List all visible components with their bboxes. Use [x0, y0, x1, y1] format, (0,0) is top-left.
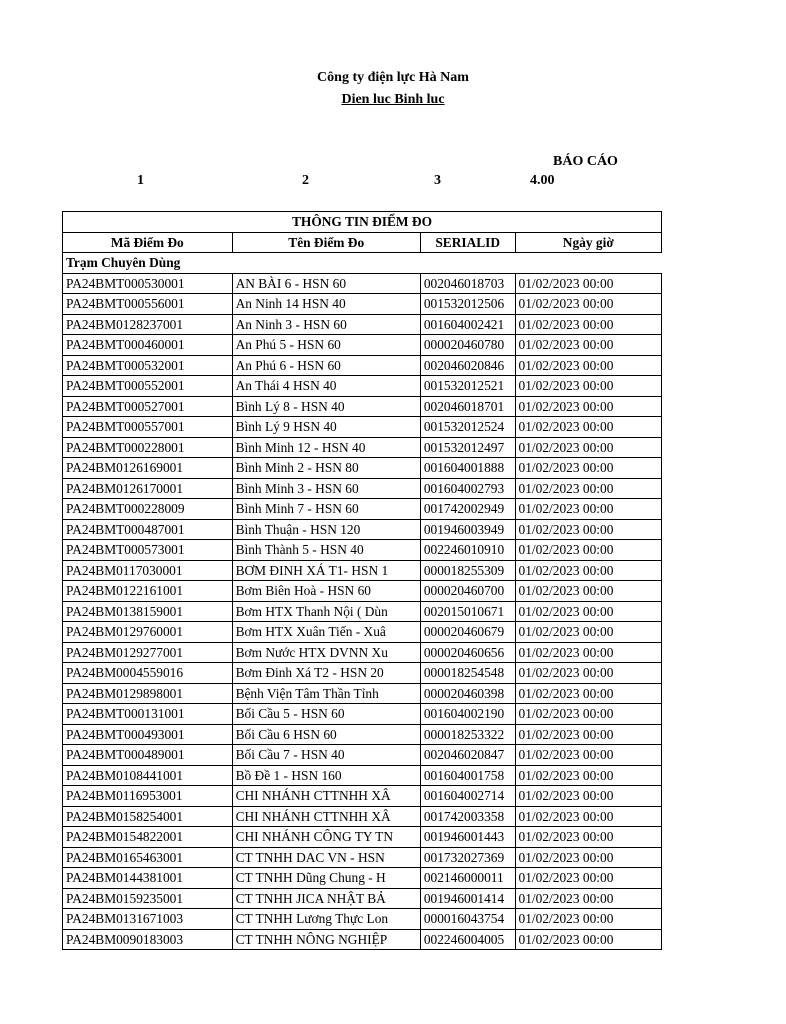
- table-row: [63, 888, 662, 909]
- cell-serialid: 001604001758: [420, 765, 515, 786]
- cell-ten-diem-do: An Ninh 14 HSN 40: [232, 294, 420, 315]
- cell-ngay-gio: 01/02/2023 00:00: [515, 294, 661, 315]
- cell-serialid: 001604002793: [420, 478, 515, 499]
- cell-ngay-gio: 01/02/2023 00:00: [515, 909, 661, 930]
- cell-ma-diem-do: PA24BMT000530001: [63, 273, 233, 294]
- cell-serialid: 002046018703: [420, 273, 515, 294]
- table-row: [63, 765, 662, 786]
- cell-serialid: 001604002421: [420, 314, 515, 335]
- table-row: [63, 704, 662, 725]
- cell-ma-diem-do: PA24BM0116953001: [63, 786, 233, 807]
- cell-serialid: 001604002714: [420, 786, 515, 807]
- cell-ten-diem-do: Bơm HTX Thanh Nội ( Dùn: [232, 601, 420, 622]
- cell-ten-diem-do: Bình Thành 5 - HSN 40: [232, 540, 420, 561]
- cell-ten-diem-do: CT TNHH JICA NHẬT BẢ: [232, 888, 420, 909]
- cell-serialid: 002046020847: [420, 745, 515, 766]
- cell-ngay-gio: 01/02/2023 00:00: [515, 478, 661, 499]
- cell-ten-diem-do: CT TNHH DAC VN - HSN: [232, 847, 420, 868]
- cell-ngay-gio: 01/02/2023 00:00: [515, 888, 661, 909]
- cell-ngay-gio: 01/02/2023 00:00: [515, 786, 661, 807]
- cell-ma-diem-do: PA24BM0129760001: [63, 622, 233, 643]
- cell-serialid: 002146000011: [420, 868, 515, 889]
- report-title: BÁO CÁO: [553, 154, 618, 169]
- cell-serialid: 000018254548: [420, 663, 515, 684]
- cell-serialid: 001532012521: [420, 376, 515, 397]
- cell-ma-diem-do: PA24BM0126169001: [63, 458, 233, 479]
- cell-ngay-gio: 01/02/2023 00:00: [515, 704, 661, 725]
- table-row: [63, 437, 662, 458]
- cell-ten-diem-do: CT TNHH Lương Thực Lon: [232, 909, 420, 930]
- cell-serialid: 001732027369: [420, 847, 515, 868]
- cell-ma-diem-do: PA24BM0154822001: [63, 827, 233, 848]
- cell-ten-diem-do: Bồ Đề 1 - HSN 160: [232, 765, 420, 786]
- cell-serialid: 001946003949: [420, 519, 515, 540]
- cell-serialid: 000018253322: [420, 724, 515, 745]
- cell-ten-diem-do: Bình Minh 3 - HSN 60: [232, 478, 420, 499]
- cell-serialid: 001604002190: [420, 704, 515, 725]
- cell-ten-diem-do: CHI NHÁNH CTTNHH XÂ: [232, 786, 420, 807]
- cell-serialid: 002046018701: [420, 396, 515, 417]
- cell-ma-diem-do: PA24BM0128237001: [63, 314, 233, 335]
- cell-serialid: 000018255309: [420, 560, 515, 581]
- cell-ma-diem-do: PA24BMT000573001: [63, 540, 233, 561]
- cell-ngay-gio: 01/02/2023 00:00: [515, 724, 661, 745]
- cell-ngay-gio: 01/02/2023 00:00: [515, 499, 661, 520]
- table-row: [63, 499, 662, 520]
- cell-ma-diem-do: PA24BM0122161001: [63, 581, 233, 602]
- cell-serialid: 001532012506: [420, 294, 515, 315]
- column-number-2: 2: [302, 173, 309, 188]
- cell-ma-diem-do: PA24BMT000228001: [63, 437, 233, 458]
- cell-serialid: 001742002949: [420, 499, 515, 520]
- table-row: [63, 417, 662, 438]
- table-row: [63, 396, 662, 417]
- cell-ten-diem-do: Bình Minh 7 - HSN 60: [232, 499, 420, 520]
- cell-ten-diem-do: An Phú 5 - HSN 60: [232, 335, 420, 356]
- cell-ma-diem-do: PA24BMT000487001: [63, 519, 233, 540]
- cell-ngay-gio: 01/02/2023 00:00: [515, 355, 661, 376]
- table-row: [63, 314, 662, 335]
- cell-serialid: 001604001888: [420, 458, 515, 479]
- cell-ma-diem-do: PA24BM0158254001: [63, 806, 233, 827]
- cell-ten-diem-do: Bối Cầu 5 - HSN 60: [232, 704, 420, 725]
- table-row: [63, 724, 662, 745]
- cell-ngay-gio: 01/02/2023 00:00: [515, 929, 661, 950]
- cell-ngay-gio: 01/02/2023 00:00: [515, 273, 661, 294]
- cell-ten-diem-do: Bơm Nước HTX DVNN Xu: [232, 642, 420, 663]
- table-row: [63, 581, 662, 602]
- cell-ma-diem-do: PA24BMT000532001: [63, 355, 233, 376]
- cell-ngay-gio: 01/02/2023 00:00: [515, 765, 661, 786]
- cell-serialid: 000016043754: [420, 909, 515, 930]
- measurement-table: [62, 211, 662, 950]
- cell-ten-diem-do: Bình Lý 8 - HSN 40: [232, 396, 420, 417]
- table-row: [63, 929, 662, 950]
- cell-ngay-gio: 01/02/2023 00:00: [515, 827, 661, 848]
- table-row: [63, 745, 662, 766]
- cell-ma-diem-do: PA24BMT000131001: [63, 704, 233, 725]
- branch-name: Dien luc Binh luc: [341, 92, 445, 107]
- cell-ngay-gio: 01/02/2023 00:00: [515, 519, 661, 540]
- cell-ngay-gio: 01/02/2023 00:00: [515, 540, 661, 561]
- cell-ten-diem-do: Bình Minh 2 - HSN 80: [232, 458, 420, 479]
- cell-ten-diem-do: Bình Minh 12 - HSN 40: [232, 437, 420, 458]
- cell-ma-diem-do: PA24BM0129898001: [63, 683, 233, 704]
- section-label: Trạm Chuyên Dùng: [63, 253, 662, 274]
- cell-ten-diem-do: Bơm Biên Hoà - HSN 60: [232, 581, 420, 602]
- cell-ngay-gio: 01/02/2023 00:00: [515, 847, 661, 868]
- table-row: [63, 376, 662, 397]
- cell-ma-diem-do: PA24BM0144381001: [63, 868, 233, 889]
- table-row: [63, 294, 662, 315]
- cell-ten-diem-do: Bơm HTX Xuân Tiến - Xuâ: [232, 622, 420, 643]
- cell-ten-diem-do: CT TNHH Dũng Chung - H: [232, 868, 420, 889]
- column-header-ngay-gio: Ngày giờ: [515, 232, 661, 253]
- column-header-ma-diem-do: Mã Điểm Đo: [63, 232, 233, 253]
- cell-ma-diem-do: PA24BMT000557001: [63, 417, 233, 438]
- cell-ten-diem-do: Bối Cầu 7 - HSN 40: [232, 745, 420, 766]
- cell-ten-diem-do: Bệnh Viện Tâm Thần Tỉnh: [232, 683, 420, 704]
- cell-ma-diem-do: PA24BMT000552001: [63, 376, 233, 397]
- cell-ma-diem-do: PA24BM0117030001: [63, 560, 233, 581]
- cell-ma-diem-do: PA24BMT000228009: [63, 499, 233, 520]
- cell-ngay-gio: 01/02/2023 00:00: [515, 376, 661, 397]
- table-row: [63, 806, 662, 827]
- cell-ten-diem-do: AN BÀI 6 - HSN 60: [232, 273, 420, 294]
- cell-serialid: 002246010910: [420, 540, 515, 561]
- cell-ma-diem-do: PA24BM0108441001: [63, 765, 233, 786]
- table-row: [63, 642, 662, 663]
- cell-serialid: 000020460656: [420, 642, 515, 663]
- company-name: Công ty điện lực Hà Nam: [317, 70, 469, 85]
- column-number-1: 1: [137, 173, 144, 188]
- cell-ngay-gio: 01/02/2023 00:00: [515, 314, 661, 335]
- cell-ngay-gio: 01/02/2023 00:00: [515, 683, 661, 704]
- cell-ngay-gio: 01/02/2023 00:00: [515, 663, 661, 684]
- cell-ngay-gio: 01/02/2023 00:00: [515, 868, 661, 889]
- table-row: [63, 622, 662, 643]
- cell-serialid: 002246004005: [420, 929, 515, 950]
- table-row: [63, 478, 662, 499]
- column-number-3: 3: [434, 173, 441, 188]
- table-row: [63, 273, 662, 294]
- cell-ten-diem-do: CT TNHH NÔNG NGHIỆP: [232, 929, 420, 950]
- cell-ngay-gio: 01/02/2023 00:00: [515, 642, 661, 663]
- cell-ma-diem-do: PA24BM0165463001: [63, 847, 233, 868]
- cell-ngay-gio: 01/02/2023 00:00: [515, 806, 661, 827]
- cell-ma-diem-do: PA24BMT000556001: [63, 294, 233, 315]
- cell-serialid: 001532012497: [420, 437, 515, 458]
- cell-ma-diem-do: PA24BM0138159001: [63, 601, 233, 622]
- cell-ma-diem-do: PA24BMT000493001: [63, 724, 233, 745]
- cell-ma-diem-do: PA24BMT000489001: [63, 745, 233, 766]
- cell-ten-diem-do: Bơm Đinh Xá T2 - HSN 20: [232, 663, 420, 684]
- cell-serialid: 000020460679: [420, 622, 515, 643]
- cell-ngay-gio: 01/02/2023 00:00: [515, 396, 661, 417]
- table-row: [63, 683, 662, 704]
- table-row: [63, 601, 662, 622]
- cell-ma-diem-do: PA24BMT000460001: [63, 335, 233, 356]
- cell-ngay-gio: 01/02/2023 00:00: [515, 437, 661, 458]
- cell-ten-diem-do: CHI NHÁNH CTTNHH XÂ: [232, 806, 420, 827]
- table-row: [63, 540, 662, 561]
- table-row: [63, 663, 662, 684]
- column-header-ten-diem-do: Tên Điểm Đo: [232, 232, 420, 253]
- cell-serialid: 000020460780: [420, 335, 515, 356]
- cell-ma-diem-do: PA24BMT000527001: [63, 396, 233, 417]
- cell-ma-diem-do: PA24BM0129277001: [63, 642, 233, 663]
- cell-serialid: 001946001443: [420, 827, 515, 848]
- measurement-table-container: [62, 211, 614, 947]
- table-row: [63, 560, 662, 581]
- cell-ten-diem-do: Bối Cầu 6 HSN 60: [232, 724, 420, 745]
- cell-ngay-gio: 01/02/2023 00:00: [515, 335, 661, 356]
- cell-ten-diem-do: Bình Lý 9 HSN 40: [232, 417, 420, 438]
- table-row: [63, 827, 662, 848]
- cell-ten-diem-do: CHI NHÁNH CÔNG TY TN: [232, 827, 420, 848]
- cell-serialid: 000020460700: [420, 581, 515, 602]
- cell-ngay-gio: 01/02/2023 00:00: [515, 745, 661, 766]
- cell-serialid: 002015010671: [420, 601, 515, 622]
- cell-ten-diem-do: An Phú 6 - HSN 60: [232, 355, 420, 376]
- column-header-serialid: SERIALID: [420, 232, 515, 253]
- table-row: [63, 786, 662, 807]
- cell-ten-diem-do: An Ninh 3 - HSN 60: [232, 314, 420, 335]
- cell-serialid: 001742003358: [420, 806, 515, 827]
- cell-ngay-gio: 01/02/2023 00:00: [515, 417, 661, 438]
- cell-ten-diem-do: Bình Thuận - HSN 120: [232, 519, 420, 540]
- table-row: [63, 519, 662, 540]
- cell-ngay-gio: 01/02/2023 00:00: [515, 581, 661, 602]
- table-row: [63, 458, 662, 479]
- cell-serialid: 001946001414: [420, 888, 515, 909]
- cell-ma-diem-do: PA24BM0131671003: [63, 909, 233, 930]
- column-number-4: 4.00: [530, 173, 555, 188]
- cell-ngay-gio: 01/02/2023 00:00: [515, 601, 661, 622]
- table-row: [63, 335, 662, 356]
- cell-serialid: 002046020846: [420, 355, 515, 376]
- table-row: [63, 355, 662, 376]
- cell-ma-diem-do: PA24BM0126170001: [63, 478, 233, 499]
- cell-ma-diem-do: PA24BM0159235001: [63, 888, 233, 909]
- cell-ngay-gio: 01/02/2023 00:00: [515, 622, 661, 643]
- group-header: THÔNG TIN ĐIỂM ĐO: [63, 212, 662, 233]
- table-row: [63, 909, 662, 930]
- cell-ma-diem-do: PA24BM0004559016: [63, 663, 233, 684]
- cell-ngay-gio: 01/02/2023 00:00: [515, 458, 661, 479]
- table-row: [63, 868, 662, 889]
- cell-ngay-gio: 01/02/2023 00:00: [515, 560, 661, 581]
- cell-ten-diem-do: BƠM ĐINH XÁ T1- HSN 1: [232, 560, 420, 581]
- table-row: [63, 847, 662, 868]
- cell-ma-diem-do: PA24BM0090183003: [63, 929, 233, 950]
- cell-serialid: 001532012524: [420, 417, 515, 438]
- cell-serialid: 000020460398: [420, 683, 515, 704]
- cell-ten-diem-do: An Thái 4 HSN 40: [232, 376, 420, 397]
